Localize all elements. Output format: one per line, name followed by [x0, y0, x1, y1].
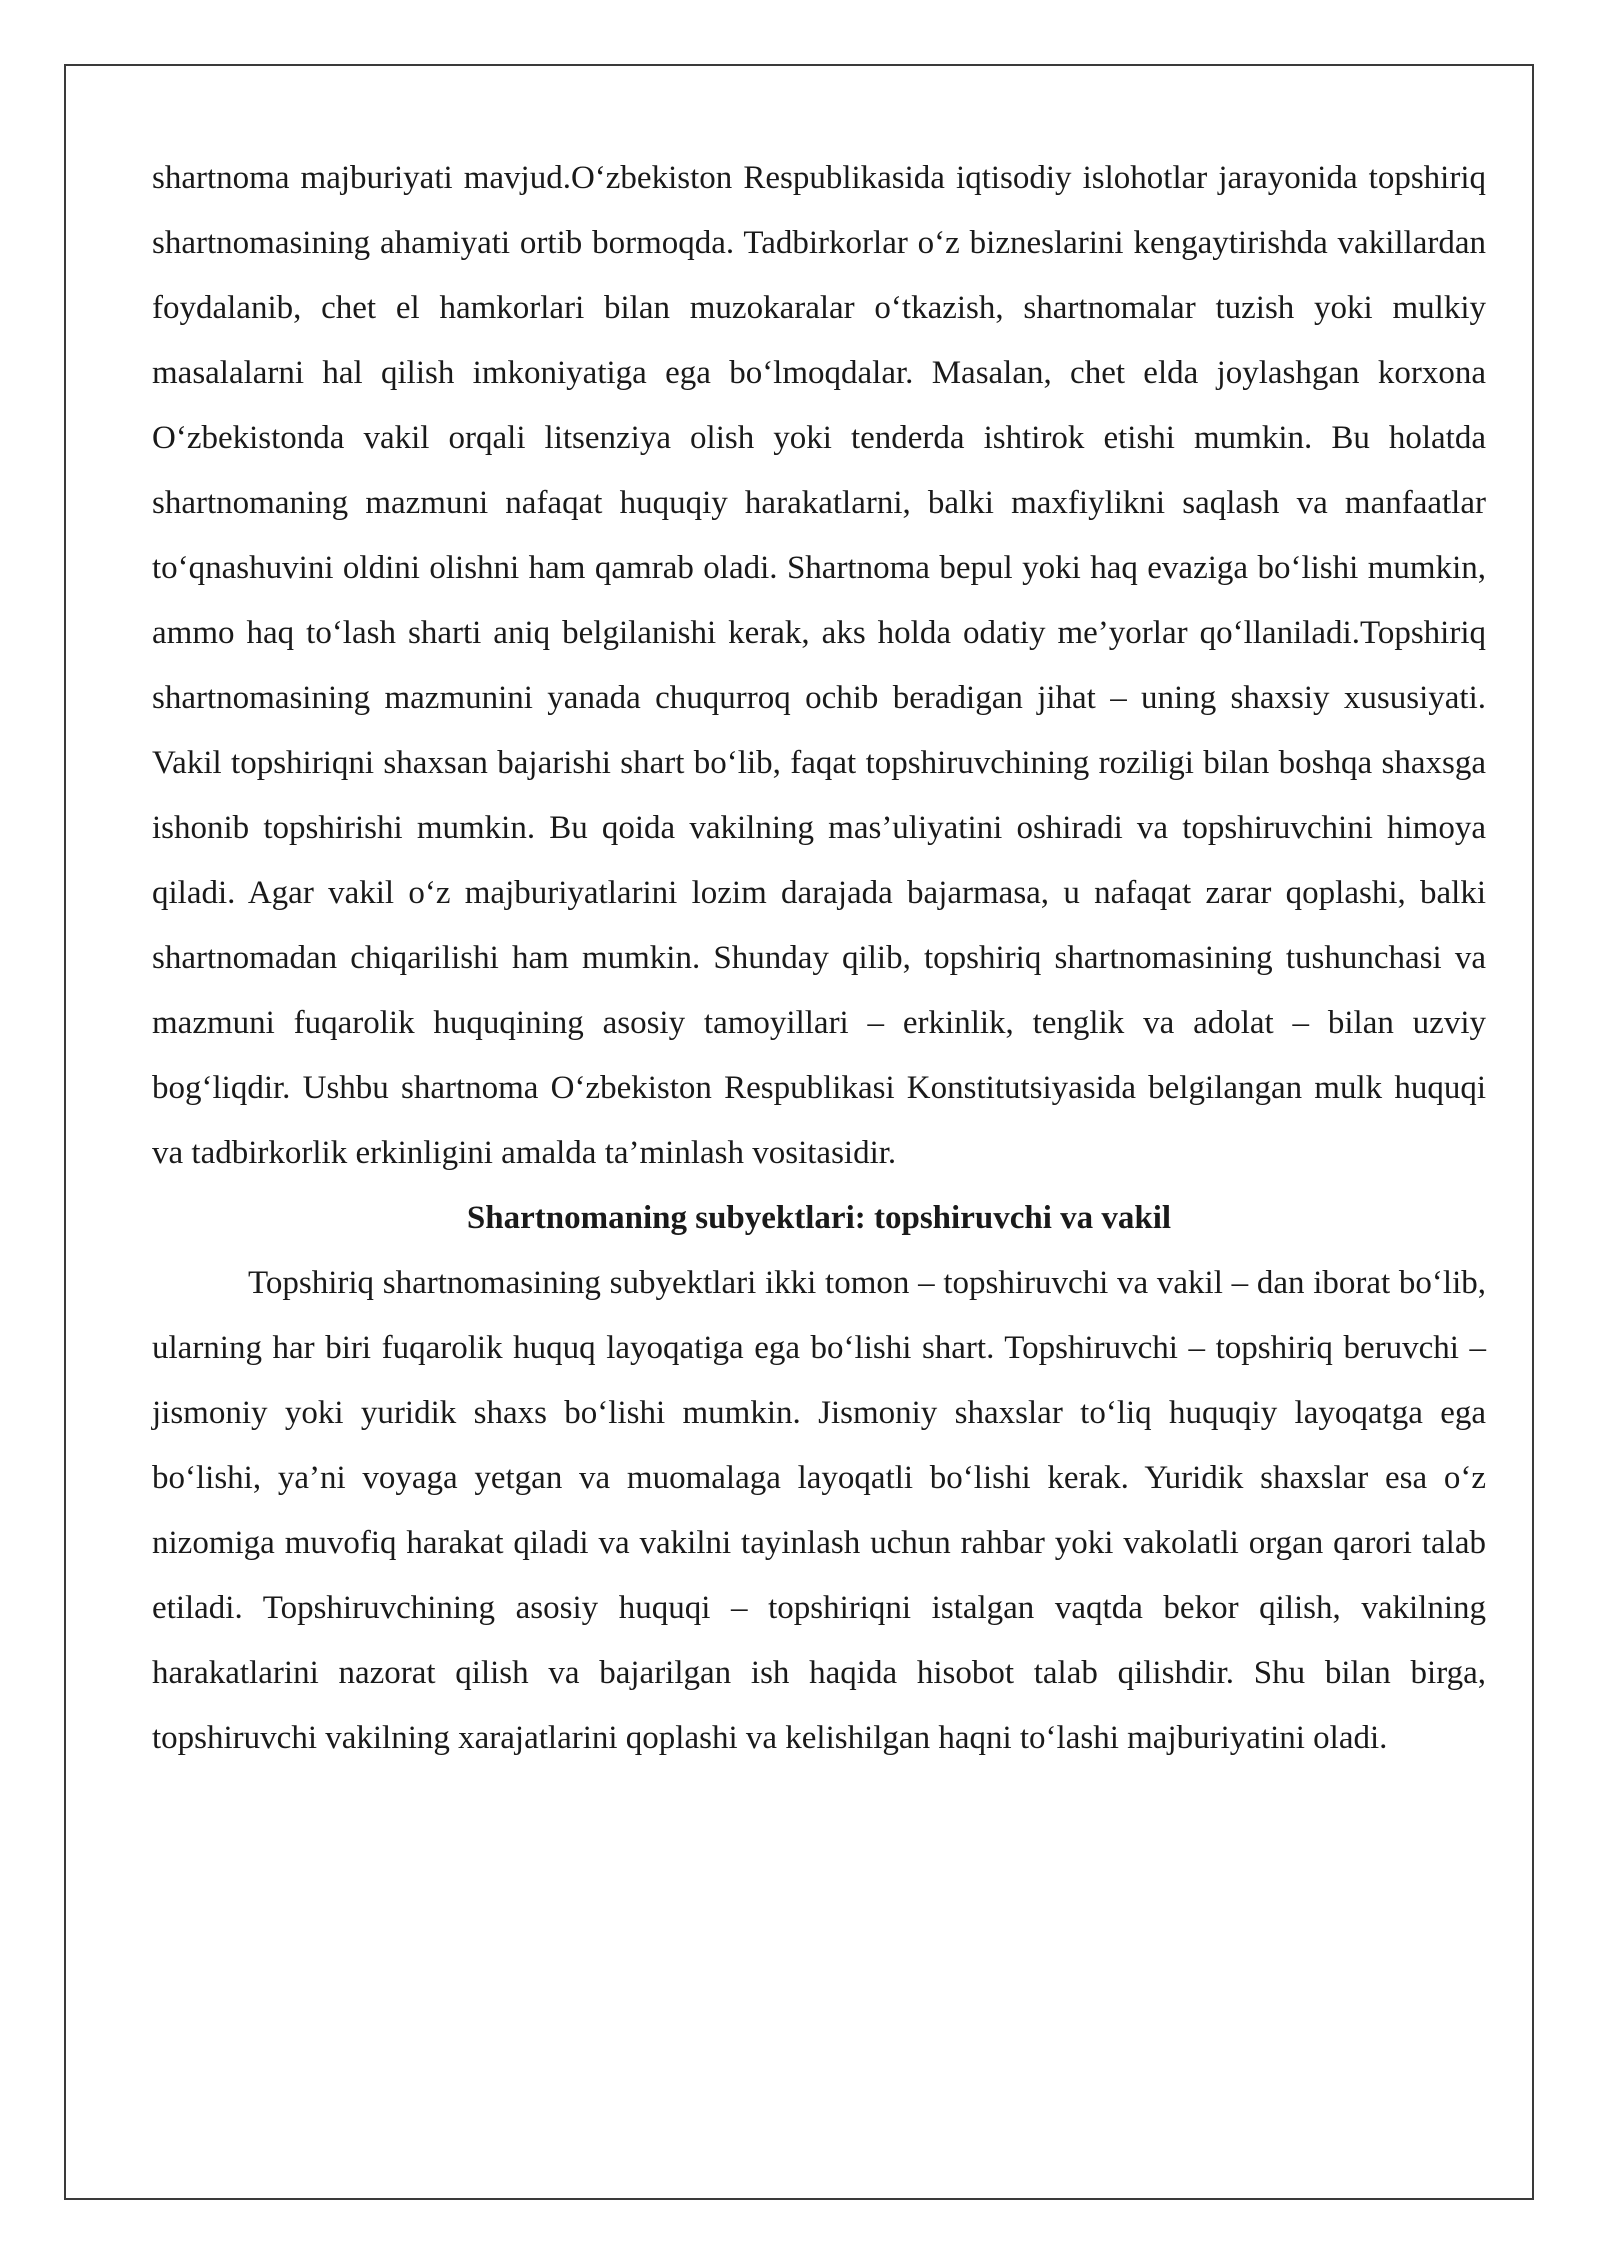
- paragraph-subjects: Topshiriq shartnomasining subyektlari ikki tomon – topshiruvchi va vakil – dan iborat bo‘lib, ularning har biri fuqarolik huquq layoqatiga ega bo‘lishi shart. Topshiruvchi – topshiriq beruvchi – jismoniy yoki yuridik shaxs bo‘lishi mumkin. Jismoniy shaxslar to‘liq huquqiy layoqatga ega bo‘lishi, ya’ni voyaga yetgan va muomalaga layoqatli bo‘lishi kerak. Yuridik shaxslar esa o‘z nizomiga muvofiq harakat qiladi va vakilni tayinlash uchun rahbar yoki vakolatli organ qarori talab etiladi. Topshiruvchining asosiy huquqi – topshiriqni istalgan vaqtda bekor qilish, vakilning harakatlarini nazorat qilish va bajarilgan ish haqida hisobot talab qilishdir. Shu bilan birga, topshiruvchi vakilning xarajatlarini qoplashi va kelishilgan haqni to‘lashi majburiyatini oladi.: [152, 1265, 1486, 1756]
- section-heading: Shartnomaning subyektlari: topshiruvchi va vakil: [466, 1200, 1172, 1236]
- paragraph-continued: shartnoma majburiyati mavjud.O‘zbekiston Respublikasida iqtisodiy islohotlar jarayonida topshiriq shartnomasining ahamiyati ortib bormoqda. Tadbirkorlar o‘z bizneslarini kengaytirishda vakillardan foydalanib, chet el hamkorlari bilan muzokaralar o‘tkazish, shartnomalar tuzish yoki mulkiy masalalarni hal qilish imkoniyatiga ega bo‘lmoqdalar. Masalan, chet elda joylashgan korxona O‘zbekistonda vakil orqali litsenziya olish yoki tenderda ishtirok etishi mumkin. Bu holatda shartnomaning mazmuni nafaqat huquqiy harakatlarni, balki maxfiylikni saqlash va manfaatlar to‘qnashuvini oldini olishni ham qamrab oladi. Shartnoma bepul yoki haq evaziga bo‘lishi mumkin, ammo haq to‘lash sharti aniq belgilanishi kerak, aks holda odatiy me’yorlar qo‘llaniladi.Topshiriq shartnomasining mazmunini yanada chuqurroq ochib beradigan jihat – uning shaxsiy xususiyati. Vakil topshiriqni shaxsan bajarishi shart bo‘lib, faqat topshiruvchining roziligi bilan boshqa shaxsga ishonib topshirishi mumkin. Bu qoida vakilning mas’uliyatini oshiradi va topshiruvchini himoya qiladi. Agar vakil o‘z majburiyatlarini lozim darajada bajarmasa, u nafaqat zarar qoplashi, balki shartnomadan chiqarilishi ham mumkin. Shunday qilib, topshiriq shartnomasining tushunchasi va mazmuni fuqarolik huquqining asosiy tamoyillari – erkinlik, tenglik va adolat – bilan uzviy bog‘liqdir. Ushbu shartnoma O‘zbekiston Respublikasi Konstitutsiyasida belgilangan mulk huquqi va tadbirkorlik erkinligini amalda ta’minlash vositasidir.: [152, 160, 1486, 1171]
- document-body: [152, 146, 1486, 1771]
